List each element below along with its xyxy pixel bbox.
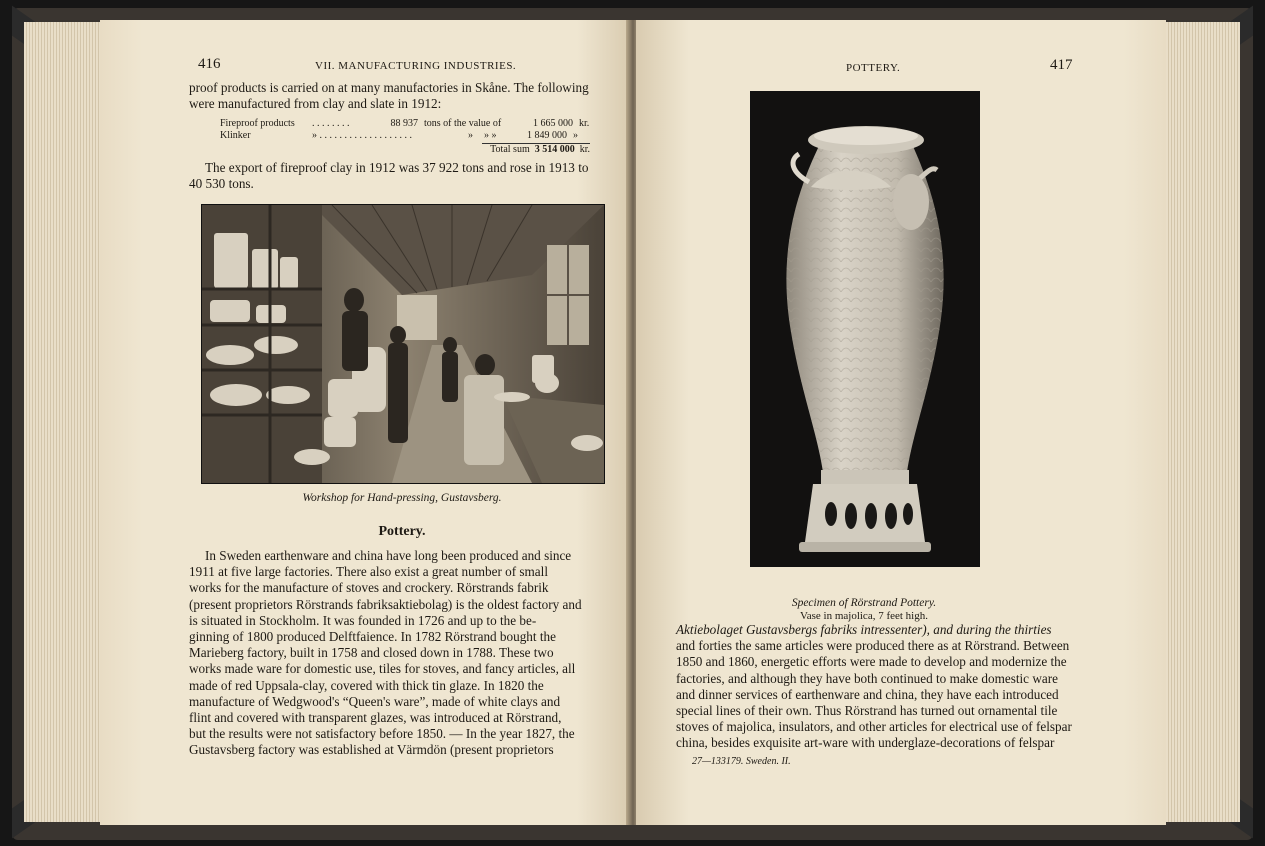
text-line: china, besides exquisite art-ware with underglaze-decorations of felspar bbox=[676, 735, 1055, 751]
table-total-row bbox=[220, 144, 590, 156]
page-number: 416 bbox=[198, 56, 221, 72]
row-label: Klinker bbox=[220, 130, 251, 141]
text-line: ginning of 1800 produced Delftfaience. In 1782 Rörstrand bought the bbox=[189, 629, 556, 645]
workshop-photo bbox=[201, 204, 605, 484]
text-line: factories, and although they have both continued to make domestic ware bbox=[676, 670, 1058, 686]
row-quantity: » bbox=[468, 130, 473, 141]
text-line: but the results were not satisfactory before 1850. — In the year 1827, the bbox=[189, 726, 575, 742]
row-quantity: 88 937 bbox=[390, 118, 418, 129]
text-line: made of red Uppsala-clay, covered with thick tin glaze. In 1820 the bbox=[189, 677, 544, 693]
vase-illustration bbox=[751, 92, 979, 566]
workshop-illustration bbox=[202, 205, 604, 483]
left-page bbox=[100, 20, 630, 825]
row-value: 1 849 000 bbox=[527, 130, 567, 141]
row-unit: kr. bbox=[579, 118, 590, 129]
text-line: stoves of majolica, insulators, and other articles for electrical use of felspar bbox=[676, 719, 1072, 735]
total-value: 3 514 000 bbox=[534, 144, 575, 155]
row-dots: » . . . . . . . . . . . . . . . . . . . bbox=[312, 130, 412, 141]
text-line: In Sweden earthenware and china have long been produced and since bbox=[205, 548, 572, 563]
text-line: 1911 at five large factories. There also exist a great number of small bbox=[189, 564, 548, 580]
page-number: 417 bbox=[1050, 57, 1073, 73]
vase-subcaption: Vase in majolica, 7 feet high. bbox=[800, 610, 928, 622]
text-line: The export of fireproof clay in 1912 was 37 922 tons and rose in 1913 to bbox=[205, 160, 589, 175]
continued-paragraph bbox=[676, 622, 1104, 752]
text-line: and forties the same articles were produced there as at Rörstrand. Between bbox=[676, 638, 1070, 654]
workshop-caption: Workshop for Hand-pressing, Gustavsberg. bbox=[302, 492, 502, 504]
text-line: manufacture of Wedgwood's “Queen's ware”, made of white clays and bbox=[189, 693, 561, 709]
text-line: Marieberg factory, built in 1758 and closed down in 1788. These two bbox=[189, 645, 554, 661]
text-line: and dinner services of earthenware and china, they have each introduced bbox=[676, 686, 1059, 702]
row-label: Fireproof products bbox=[220, 118, 295, 129]
row-description: tons of the value of bbox=[424, 118, 502, 129]
text-line: is situated in Stockholm. It was founded in 1726 and up to the be- bbox=[189, 612, 537, 628]
right-page bbox=[636, 20, 1166, 825]
row-value: 1 665 000 bbox=[533, 118, 573, 129]
text-line: special lines of their own. Thus Rörstrand has turned out ornamental tile bbox=[676, 703, 1058, 719]
text-line: Aktiebolaget Gustavsbergs fabriks intressenter), and during the thirties bbox=[676, 622, 1052, 637]
row-dots: . . . . . . . . bbox=[312, 118, 350, 129]
total-unit: kr. bbox=[579, 144, 590, 155]
production-table bbox=[220, 118, 590, 156]
text-line: 40 530 tons. bbox=[189, 176, 254, 192]
row-description: » » bbox=[484, 130, 497, 141]
text-line: flint and covered with transparent glazes, was introduced at Rörstrand, bbox=[189, 710, 562, 726]
page-footer: 27—133179. Sweden. II. bbox=[692, 756, 791, 767]
text-line: 1850 and 1860, energetic efforts were made to develop and modernize the bbox=[676, 654, 1067, 670]
pottery-paragraph bbox=[189, 548, 604, 759]
text-line: were manufactured from clay and slate in 1912: bbox=[189, 96, 442, 112]
page-edges-left bbox=[24, 22, 104, 822]
vase-caption: Specimen of Rörstrand Pottery. bbox=[791, 597, 937, 609]
total-label: Total sum bbox=[490, 144, 530, 155]
text-line: works made ware for domestic use, tiles for stoves, and fancy articles, all bbox=[189, 661, 576, 677]
row-unit: » bbox=[573, 130, 578, 141]
text-line: (present proprietors Rörstrands fabriksaktiebolag) is the oldest factory and bbox=[189, 596, 582, 612]
vase-photo bbox=[750, 91, 980, 567]
text-line: Gustavsberg factory was established at Värmdön (present proprietors bbox=[189, 742, 554, 758]
section-heading: Pottery. bbox=[378, 524, 426, 539]
running-head: VII. MANUFACTURING INDUSTRIES. bbox=[315, 60, 517, 72]
text-line: proof products is carried on at many manufactories in Skåne. The following bbox=[189, 80, 589, 95]
text-line: works for the manufacture of stoves and crockery. Rörstrands fabrik bbox=[189, 580, 549, 596]
running-head: POTTERY. bbox=[846, 62, 901, 74]
intro-paragraph bbox=[189, 80, 604, 112]
export-paragraph bbox=[189, 160, 604, 192]
page-edges-right bbox=[1160, 22, 1240, 822]
table-row bbox=[220, 130, 590, 142]
table-row bbox=[220, 118, 590, 130]
